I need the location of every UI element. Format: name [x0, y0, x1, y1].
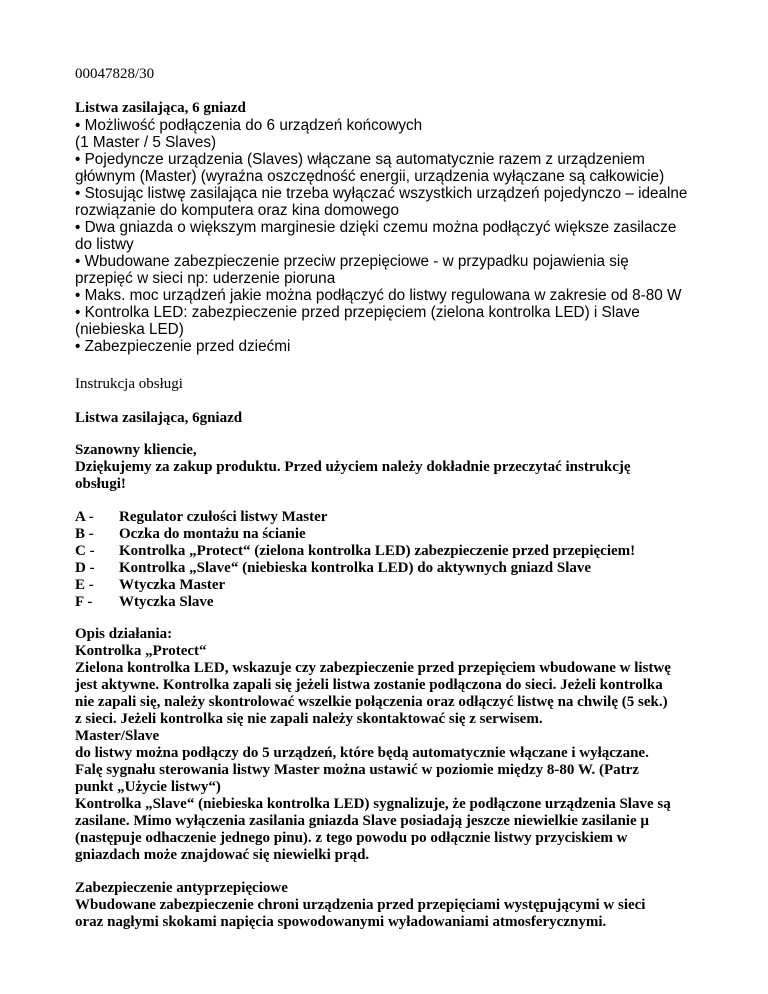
- feature-line: głównym (Master) (wyraźna oszczędność energii, urządzenia wyłączane są całkowicie): [75, 168, 665, 185]
- operation-line: Kontrolka „Protect“: [75, 643, 207, 659]
- product-title: Listwa zasilająca, 6 gniazd: [75, 100, 246, 116]
- part-text: Wtyczka Master: [119, 577, 226, 593]
- operation-heading: Opis działania:: [75, 626, 173, 642]
- part-letter: C -: [75, 543, 95, 559]
- operation-line: Zielona kontrolka LED, wskazuje czy zabezpieczenie przed przepięciem wbudowane w listwę: [75, 660, 671, 676]
- operation-line: zasilane. Mimo wyłączenia zasilania gniazda Slave posiadają jeszcze niewielkie zasilanie µ: [75, 813, 650, 829]
- feature-line: rozwiązanie do komputera oraz kina domowego: [75, 202, 399, 219]
- part-text: Kontrolka „Protect“ (zielona kontrolka LED) zabezpieczenie przed przepięciem!: [119, 543, 636, 559]
- operation-line: gniazdach może znajdować się niewielki prąd.: [75, 847, 370, 863]
- manual-heading: Instrukcja obsługi: [75, 376, 183, 392]
- part-text: Kontrolka „Slave“ (niebieska kontrolka LED) do aktywnych gniazd Slave: [119, 560, 592, 576]
- operation-line: jest aktywne. Kontrolka zapali się jeżeli listwa zostanie podłączona do sieci. Jeżeli kontrolka: [75, 677, 663, 693]
- feature-line: • Pojedyncze urządzenia (Slaves) włączane są automatycznie razem z urządzeniem: [75, 151, 645, 168]
- operation-line: z sieci. Jeżeli kontrolka się nie zapali należy skontaktować się z serwisem.: [75, 711, 543, 727]
- feature-line: • Dwa gniazda o większym marginesie dzięki czemu można podłączyć większe zasilacze: [75, 219, 677, 236]
- intro-line: obsługi!: [75, 476, 126, 492]
- surge-line: oraz nagłymi skokami napięcia spowodowanymi wyładowaniami atmosferycznymi.: [75, 914, 607, 930]
- feature-line: do listwy: [75, 236, 134, 253]
- part-text: Wtyczka Slave: [119, 594, 214, 610]
- operation-line: Falę sygnału sterowania listwy Master można ustawić w poziomie między 8-80 W. (Patrz: [75, 762, 639, 778]
- operation-line: Master/Slave: [75, 728, 160, 744]
- operation-line: Kontrolka „Slave“ (niebieska kontrolka LED) sygnalizuje, że podłączone urządzenia Slave są: [75, 796, 671, 812]
- surge-line: Wbudowane zabezpieczenie chroni urządzenia przed przepięciami występującymi w sieci: [75, 897, 646, 913]
- feature-line: przepięć w sieci np: uderzenie pioruna: [75, 270, 336, 287]
- operation-line: punkt „Użycie listwy“): [75, 779, 221, 795]
- document-id: 00047828/30: [75, 66, 155, 82]
- part-text: Oczka do montażu na ścianie: [119, 526, 306, 542]
- feature-line: • Maks. moc urządzeń jakie można podłączyć do listwy regulowana w zakresie od 8-80 W: [75, 287, 682, 304]
- manual-title: Listwa zasilająca, 6gniazd: [75, 410, 243, 426]
- feature-line: • Wbudowane zabezpieczenie przeciw przepięciowe - w przypadku pojawienia się: [75, 253, 629, 270]
- intro-line: Dziękujemy za zakup produktu. Przed użyciem należy dokładnie przeczytać instrukcję: [75, 459, 631, 475]
- part-letter: F -: [75, 594, 93, 610]
- part-letter: B -: [75, 526, 94, 542]
- feature-line: (1 Master / 5 Slaves): [75, 134, 217, 151]
- part-letter: E -: [75, 577, 94, 593]
- operation-line: do listwy można podłączy do 5 urządzeń, które będą automatycznie włączane i wyłączane.: [75, 745, 649, 761]
- operation-line: (następuje odhaczenie jednego pinu). z tego powodu po odłącznie listwy przyciskiem w: [75, 830, 628, 846]
- feature-line: (niebieska LED): [75, 321, 184, 338]
- part-text: Regulator czułości listwy Master: [119, 509, 328, 525]
- feature-line: • Stosując listwę zasilająca nie trzeba wyłączać wszystkich urządzeń pojedynczo – idealne: [75, 185, 688, 202]
- feature-line: • Możliwość podłączenia do 6 urządzeń końcowych: [75, 117, 423, 134]
- feature-line: • Kontrolka LED: zabezpieczenie przed przepięciem (zielona kontrolka LED) i Slave: [75, 304, 640, 321]
- operation-line: nie zapali się, należy skontrolować wszelkie połączenia oraz odłączyć listwę na chwilę (5 sek.): [75, 694, 668, 710]
- surge-heading: Zabezpieczenie antyprzepięciowe: [75, 880, 288, 896]
- part-letter: A -: [75, 509, 94, 525]
- part-letter: D -: [75, 560, 95, 576]
- feature-line: • Zabezpieczenie przed dziećmi: [75, 338, 291, 355]
- greeting: Szanowny kliencie,: [75, 442, 197, 458]
